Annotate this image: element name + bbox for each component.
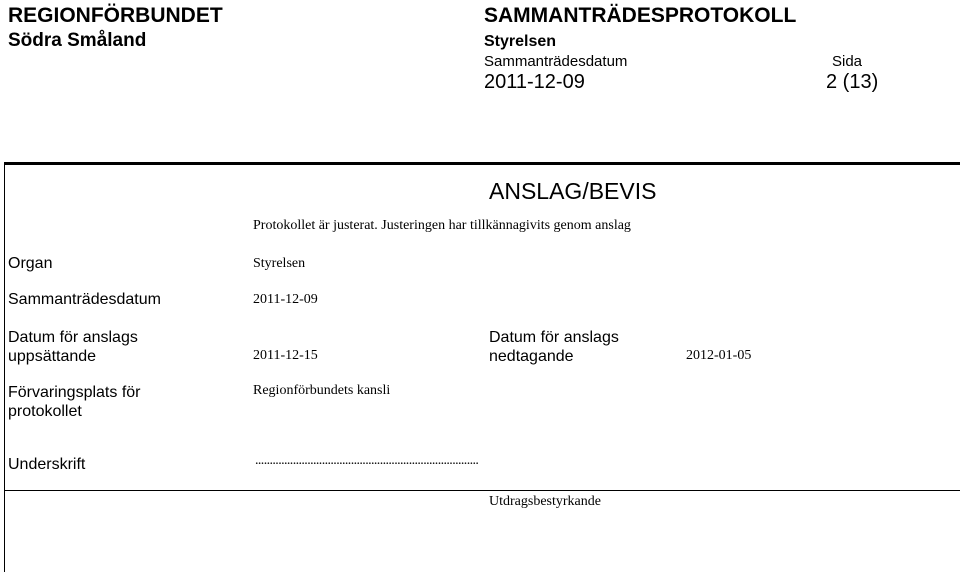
removal-date-value: 2012-01-05: [686, 348, 752, 363]
divider: [4, 490, 960, 491]
meeting-date-row-value: 2011-12-09: [253, 292, 318, 307]
signature-line: .............................................................................: [255, 453, 479, 468]
page-label: Sida: [832, 53, 863, 70]
storage-location-label: [8, 383, 141, 421]
removal-date-label-line2: nedtagande: [489, 348, 574, 365]
organization-subtitle: Södra Småland: [8, 30, 147, 51]
meeting-date-row-label: Sammanträdesdatum: [8, 291, 161, 308]
board-name: Styrelsen: [484, 33, 557, 50]
document-title: SAMMANTRÄDESPROTOKOLL: [484, 4, 797, 27]
posting-date-label-line2: uppsättande: [8, 348, 97, 365]
removal-date-label-line1: Datum för anslags: [489, 329, 619, 346]
meeting-date-label: Sammanträdesdatum: [484, 53, 628, 70]
storage-location-value: Regionförbundets kansli: [253, 383, 391, 398]
posting-date-label-line1: Datum för anslags: [8, 329, 138, 346]
removal-date-label: [489, 328, 619, 366]
posting-date-label: [8, 328, 138, 366]
meeting-date-value: 2011-12-09: [484, 71, 585, 93]
storage-location-label-line2: protokollet: [8, 403, 82, 420]
storage-location-label-line1: Förvaringsplats för: [8, 384, 141, 401]
organ-label: Organ: [8, 255, 53, 272]
signature-label: Underskrift: [8, 456, 86, 473]
posting-date-value: 2011-12-15: [253, 348, 318, 363]
organ-value: Styrelsen: [253, 256, 306, 271]
organization-name: REGIONFÖRBUNDET: [8, 4, 223, 27]
adjustment-statement: Protokollet är justerat. Justeringen har tillkännagivits genom anslag: [253, 218, 631, 233]
certification-label: Utdragsbestyrkande: [489, 494, 601, 509]
page-number: 2 (13): [826, 71, 879, 93]
notice-title: ANSLAG/BEVIS: [489, 178, 657, 204]
